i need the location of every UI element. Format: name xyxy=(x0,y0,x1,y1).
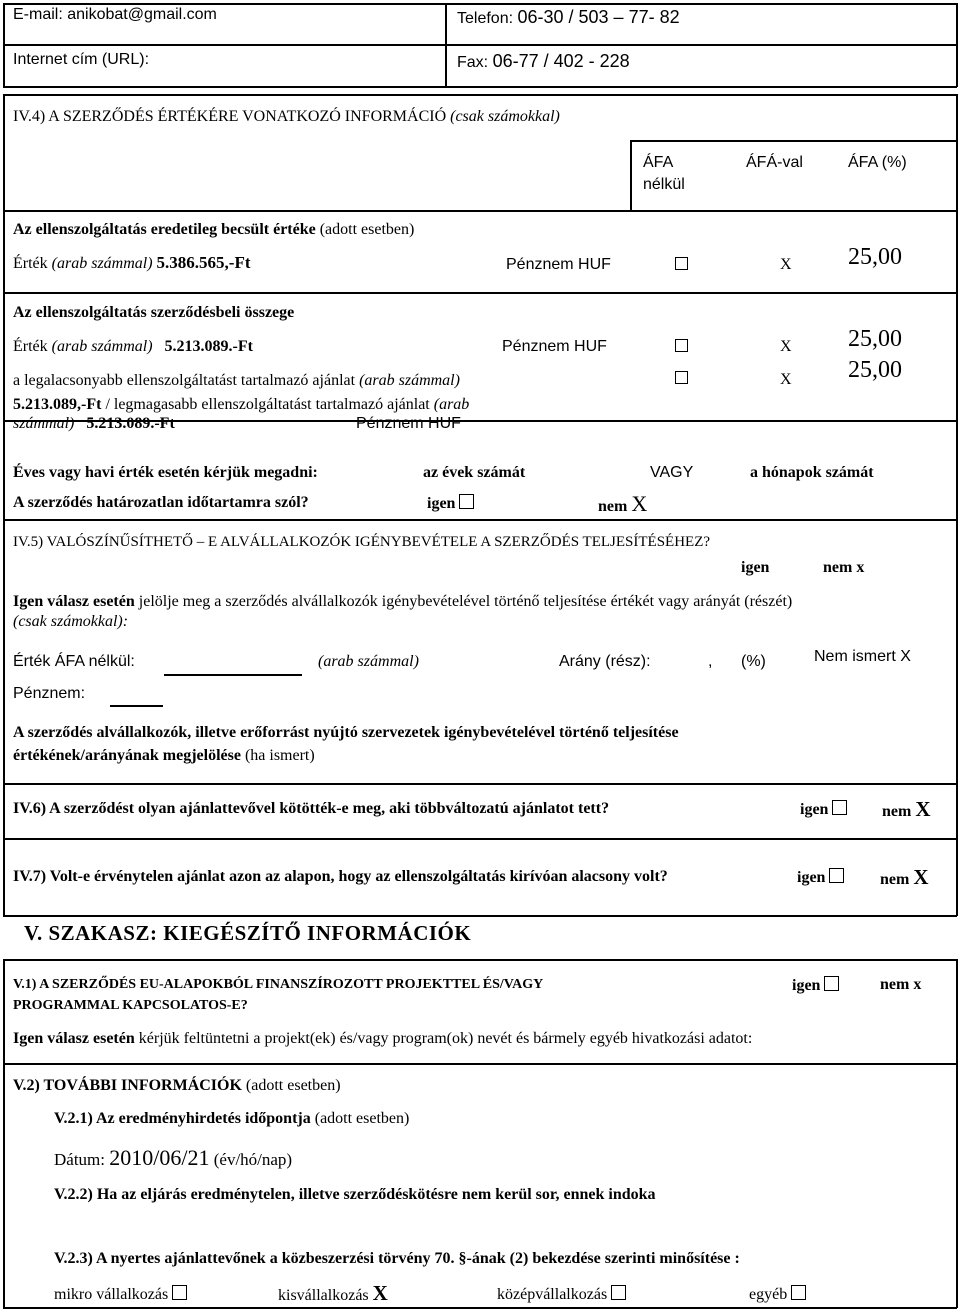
medium-checkbox[interactable] xyxy=(611,1285,626,1300)
v21-note: (adott esetben) xyxy=(314,1110,410,1127)
iv7-nem xyxy=(880,865,929,890)
estimated-currency: Pénznem HUF xyxy=(506,256,611,273)
fax-label: Fax: xyxy=(457,54,493,71)
iv5-currency-field[interactable] xyxy=(110,705,163,707)
iv7-nem-mark: X xyxy=(913,865,929,889)
contract-afa-nelkul-checkbox[interactable] xyxy=(675,339,688,352)
fax xyxy=(457,51,630,72)
iv7-igen-label: igen xyxy=(797,869,826,886)
iv6-igen-checkbox[interactable] xyxy=(832,800,847,815)
indef-igen-label: igen xyxy=(427,495,456,512)
yearly-or: VAGY xyxy=(650,464,694,481)
iv5-desc-note: (ha ismert) xyxy=(244,747,315,764)
estimated-rate: 25,00 xyxy=(848,244,902,270)
v1-nem-x: nem x xyxy=(880,976,922,993)
estimated-afa-nelkul-checkbox[interactable] xyxy=(675,257,688,270)
contract-title: Az ellenszolgáltatás szerződésbeli összege xyxy=(13,304,295,321)
highest-arab: (arab xyxy=(433,396,470,413)
col-afa-pct: ÁFA (%) xyxy=(848,154,907,171)
iv6-igen xyxy=(800,800,847,819)
iv5-desc-1: A szerződés alvállalkozók, illetve erőforrást nyújtó szervezetek igénybevételével történő teljesítése xyxy=(13,724,679,741)
v2-note: (adott esetben) xyxy=(245,1077,341,1094)
date-label: Dátum: xyxy=(54,1150,110,1169)
v1-line1: V.1) A SZERZŐDÉS EU-ALAPOKBÓL FINANSZÍROZOTT PROJEKTTEL ÉS/VAGY xyxy=(13,977,544,992)
yearly-question: Éves vagy havi érték esetén kérjük megadni: xyxy=(13,464,318,481)
v1-igen-label: igen xyxy=(792,977,821,994)
v1-igen-checkbox[interactable] xyxy=(824,976,839,991)
contract-value: 5.213.089.-Ft xyxy=(164,338,253,355)
highest-row xyxy=(13,396,469,414)
indef-question: A szerződés határozatlan időtartamra szól? xyxy=(13,494,309,511)
iv7-igen xyxy=(797,868,844,887)
iv5-ratio-comma: , xyxy=(708,653,713,670)
phone-label: Telefon: xyxy=(457,10,518,27)
iv5-instr-bold: Igen válasz esetén xyxy=(13,593,135,610)
lowest-afaval-mark: X xyxy=(780,371,792,388)
v2-title-text: V.2) TOVÁBBI INFORMÁCIÓK xyxy=(13,1077,242,1094)
v23-small xyxy=(278,1281,388,1306)
iv5-ratio-pct: (%) xyxy=(741,653,766,670)
iv5-instr-rest: jelölje meg a szerződés alvállalkozók igénybevételével történő teljesítése értékét vagy arányát (részét) xyxy=(134,593,793,610)
yearly-months: a hónapok számát xyxy=(750,464,874,481)
highest-szammal: számmal) xyxy=(13,415,75,432)
estimated-title-text: Az ellenszolgáltatás eredetileg becsült értéke xyxy=(13,221,316,238)
v1-instr-bold: Igen válasz esetén xyxy=(13,1030,135,1047)
iv5-arab: (arab számmal) xyxy=(318,653,419,670)
fax-value: 06-77 / 402 - 228 xyxy=(492,51,630,71)
contract-value-row xyxy=(13,338,253,356)
indef-igen xyxy=(427,494,474,513)
iv5-currency-label: Pénznem: xyxy=(13,685,86,702)
indef-nem-label: nem xyxy=(598,498,628,515)
email: E-mail: anikobat@gmail.com xyxy=(13,6,217,23)
iv6-text: IV.6) A szerződést olyan ajánlattevővel kötötték-e meg, aki többváltozatú ajánlatot tett? xyxy=(13,800,610,817)
phone-value: 06-30 / 503 – 77- 82 xyxy=(517,7,680,27)
contract-afaval-mark: X xyxy=(780,338,792,355)
v21-date xyxy=(54,1145,292,1171)
estimated-title xyxy=(13,221,414,239)
highest-text: / legmagasabb ellenszolgáltatást tartalmazó ajánlat xyxy=(101,396,430,413)
arab-note: (arab számmal) xyxy=(51,255,153,272)
contract-currency: Pénznem HUF xyxy=(502,338,607,355)
v1-instr-rest: kérjük feltüntetni a projekt(ek) és/vagy program(ok) nevét és bármely egyéb hivatkozási adatot: xyxy=(134,1030,753,1047)
iv6-nem xyxy=(882,797,931,822)
date-value: 2010/06/21 xyxy=(109,1145,210,1170)
lowest-text: a legalacsonyabb ellenszolgáltatást tartalmazó ajánlat xyxy=(13,372,356,389)
iv7-igen-checkbox[interactable] xyxy=(829,868,844,883)
iv5-unknown: Nem ismert X xyxy=(814,648,911,665)
v22-title: V.2.2) Ha az eljárás eredménytelen, illetve szerződéskötésre nem kerül sor, ennek indoka xyxy=(54,1186,656,1203)
highest-value-row xyxy=(13,415,175,433)
date-format: (év/hó/nap) xyxy=(209,1150,293,1169)
section-v-title: V. SZAKASZ: KIEGÉSZÍTŐ INFORMÁCIÓK xyxy=(24,921,472,945)
iv5-value-field[interactable] xyxy=(164,674,302,676)
v21-title xyxy=(54,1110,409,1128)
iv6-nem-label: nem xyxy=(882,803,912,820)
other-label: egyéb xyxy=(749,1286,788,1303)
v21-title-text: V.2.1) Az eredményhirdetés időpontja xyxy=(54,1110,311,1127)
v23-micro xyxy=(54,1285,187,1304)
iv5-ratio-label: Arány (rész): xyxy=(559,653,651,670)
lowest-value: 5.213.089,-Ft xyxy=(13,396,102,413)
v1-instr xyxy=(13,1030,752,1048)
url-label: Internet cím (URL): xyxy=(13,51,150,68)
v23-title: V.2.3) A nyertes ajánlattevőnek a közbeszerzési törvény 70. §-ának (2) bekezdése szerinti minősítése : xyxy=(54,1250,740,1267)
iv5-heading xyxy=(13,534,710,551)
iv5-desc-bold2: értékének/arányának megjelölése xyxy=(13,747,241,764)
iv5-nem-x: nem x xyxy=(823,559,865,576)
lowest-row xyxy=(13,372,460,390)
iv6-nem-mark: X xyxy=(915,797,931,821)
ertek-label: Érték xyxy=(13,255,48,272)
arab-note-2: (arab számmal) xyxy=(51,338,153,355)
estimated-afaval-mark: X xyxy=(780,256,792,273)
iv5-igen: igen xyxy=(741,559,770,576)
small-label: kisvállalkozás xyxy=(278,1287,369,1304)
v23-other xyxy=(749,1285,806,1304)
micro-label: mikro vállalkozás xyxy=(54,1286,169,1303)
iv5-desc-2 xyxy=(13,747,315,765)
iv7-nem-label: nem xyxy=(880,871,910,888)
v2-title xyxy=(13,1077,341,1095)
highest-value: 5.213.089.-Ft xyxy=(86,415,175,432)
iv4-heading-note: (csak számokkal) xyxy=(450,108,560,125)
col-afa-nelkul-1: ÁFA xyxy=(643,154,674,171)
estimated-value-row xyxy=(13,253,251,273)
medium-label: középvállalkozás xyxy=(497,1286,608,1303)
estimated-value: 5.386.565,-Ft xyxy=(156,253,251,272)
col-afa-nelkul-2: nélkül xyxy=(643,176,685,193)
iv4-heading xyxy=(13,108,560,126)
micro-checkbox[interactable] xyxy=(172,1285,187,1300)
indef-igen-checkbox[interactable] xyxy=(459,494,474,509)
yearly-years: az évek számát xyxy=(423,464,526,481)
contract-rate: 25,00 xyxy=(848,326,902,352)
v1-igen xyxy=(792,976,839,995)
highest-currency: Pénznem HUF xyxy=(356,415,461,432)
iv5-instr xyxy=(13,593,792,611)
phone xyxy=(457,7,680,28)
indef-nem xyxy=(598,491,647,517)
small-mark: X xyxy=(372,1281,388,1305)
iv5-heading-text: IV.5) VALÓSZÍNŰSÍTHETŐ – E ALVÁLLALKOZÓK IGÉNYBEVÉTELE A SZERZŐDÉS TELJESÍTÉSÉHEZ? xyxy=(13,534,711,550)
indef-nem-mark: X xyxy=(631,491,648,516)
lowest-afa-nelkul-checkbox[interactable] xyxy=(675,371,688,384)
iv5-instr-note: (csak számokkal): xyxy=(13,613,129,630)
iv7-text: IV.7) Volt-e érvénytelen ajánlat azon az alapon, hogy az ellenszolgáltatás kirívóan alacsony volt? xyxy=(13,868,668,885)
estimated-note: (adott esetben) xyxy=(319,221,415,238)
iv4-heading-text: IV.4) A SZERZŐDÉS ÉRTÉKÉRE VONATKOZÓ INFORMÁCIÓ xyxy=(13,108,447,125)
v1-line2: PROGRAMMAL KAPCSOLATOS-E? xyxy=(13,998,248,1013)
arab-note-3: (arab számmal) xyxy=(359,372,460,389)
ertek-label-2: Érték xyxy=(13,338,48,355)
col-afaval: ÁFÁ-val xyxy=(746,154,803,171)
other-checkbox[interactable] xyxy=(791,1285,806,1300)
lowest-rate: 25,00 xyxy=(848,357,902,383)
iv6-igen-label: igen xyxy=(800,801,829,818)
v23-medium xyxy=(497,1285,626,1304)
iv5-value-label: Érték ÁFA nélkül: xyxy=(13,653,135,670)
